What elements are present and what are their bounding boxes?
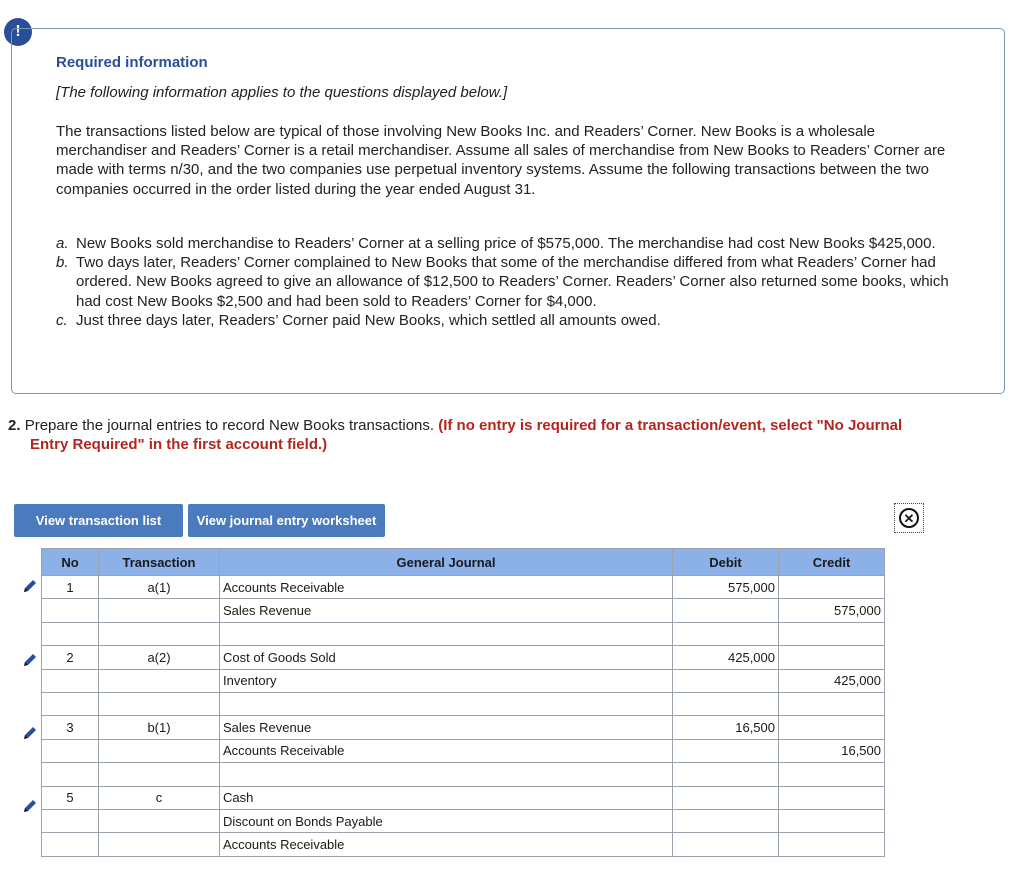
cell-no <box>42 809 99 832</box>
table-row <box>42 809 885 832</box>
cell-account <box>220 622 673 645</box>
cell-no <box>42 622 99 645</box>
required-info-box <box>11 28 1005 394</box>
cell-credit <box>779 786 885 809</box>
question-prompt <box>8 416 998 454</box>
cell-account: Accounts Receivable <box>220 739 673 762</box>
transaction-item-a <box>56 234 961 253</box>
cell-no <box>42 833 99 856</box>
table-row <box>42 786 885 809</box>
cell-debit <box>673 763 779 786</box>
cell-credit <box>779 646 885 669</box>
cell-no: 2 <box>42 646 99 669</box>
cell-transaction <box>99 599 220 622</box>
header-no: No <box>42 549 99 576</box>
cell-transaction <box>99 692 220 715</box>
cell-no <box>42 669 99 692</box>
table-header-row <box>42 549 885 576</box>
view-journal-worksheet-button[interactable]: View journal entry worksheet <box>188 504 385 537</box>
table-row <box>42 669 885 692</box>
cell-transaction: b(1) <box>99 716 220 739</box>
close-button[interactable] <box>894 503 924 533</box>
transaction-text: Two days later, Readers’ Corner complained to New Books that some of the merchandise differed from what Readers’ Corner had ordered. New Books agreed to give an allowance of $12,500 to Readers’ Corner. Readers’ Corner also returned some books, which had cost New Books $2,500 and had been sold to Readers’ Corner for $4,000. <box>76 254 949 310</box>
cell-transaction <box>99 669 220 692</box>
cell-no <box>42 763 99 786</box>
cell-account: Sales Revenue <box>220 599 673 622</box>
transaction-text: Just three days later, Readers’ Corner paid New Books, which settled all amounts owed. <box>76 311 661 329</box>
cell-transaction: a(1) <box>99 576 220 599</box>
cell-transaction <box>99 833 220 856</box>
question-hint-line2: Entry Required" in the first account field.) <box>30 436 328 454</box>
cell-debit <box>673 809 779 832</box>
info-title: Required information <box>56 54 208 71</box>
cell-transaction <box>99 622 220 645</box>
cell-credit <box>779 763 885 786</box>
cell-no: 5 <box>42 786 99 809</box>
transaction-letter: c. <box>56 311 68 329</box>
cell-no: 3 <box>42 716 99 739</box>
header-credit: Credit <box>779 549 885 576</box>
cell-no <box>42 739 99 762</box>
cell-debit <box>673 833 779 856</box>
cell-debit <box>673 692 779 715</box>
alert-icon: ! <box>4 18 32 46</box>
cell-no: 1 <box>42 576 99 599</box>
edit-entry-2-icon[interactable] <box>22 652 38 668</box>
transaction-letter: a. <box>56 235 69 252</box>
table-row <box>42 763 885 786</box>
cell-account: Sales Revenue <box>220 716 673 739</box>
cell-debit <box>673 599 779 622</box>
cell-transaction: a(2) <box>99 646 220 669</box>
cell-credit: 575,000 <box>779 599 885 622</box>
cell-account: Discount on Bonds Payable <box>220 809 673 832</box>
cell-account <box>220 692 673 715</box>
table-row <box>42 739 885 762</box>
cell-transaction <box>99 763 220 786</box>
transaction-text: New Books sold merchandise to Readers’ Corner at a selling price of $575,000. The merchandise had cost New Books $425,000. <box>76 235 936 252</box>
cell-credit <box>779 833 885 856</box>
transaction-item-b <box>56 253 961 311</box>
edit-entry-3-icon[interactable] <box>22 725 38 741</box>
cell-debit: 425,000 <box>673 646 779 669</box>
cell-credit: 425,000 <box>779 669 885 692</box>
question-number: 2. <box>8 417 21 434</box>
edit-entry-5-icon[interactable] <box>22 798 38 814</box>
cell-credit <box>779 692 885 715</box>
header-transaction: Transaction <box>99 549 220 576</box>
transaction-item-c <box>56 311 961 330</box>
table-row <box>42 716 885 739</box>
cell-debit <box>673 739 779 762</box>
cell-debit <box>673 669 779 692</box>
transaction-letter: b. <box>56 254 69 272</box>
table-row <box>42 692 885 715</box>
question-text: Prepare the journal entries to record New Books transactions. <box>24 417 435 434</box>
cell-account: Inventory <box>220 669 673 692</box>
table-row <box>42 576 885 599</box>
cell-account: Accounts Receivable <box>220 833 673 856</box>
cell-account: Cost of Goods Sold <box>220 646 673 669</box>
cell-transaction <box>99 739 220 762</box>
cell-no <box>42 692 99 715</box>
cell-credit <box>779 576 885 599</box>
header-debit: Debit <box>673 549 779 576</box>
cell-account <box>220 763 673 786</box>
cell-credit <box>779 716 885 739</box>
cell-debit: 16,500 <box>673 716 779 739</box>
view-transaction-list-button[interactable]: View transaction list <box>14 504 183 537</box>
info-paragraph: The transactions listed below are typical of those involving New Books Inc. and Readers’ Corner. New Books is a wholesale merchandiser and Readers’ Corner is a retail merchandiser. Assume all sales of merchandise from New Books to Readers’ Corner are made with terms n/30, and the two companies use perpetual inventory systems. Assume the following transactions between the two companies occurred in the order listed during the year ended August 31. <box>56 123 946 198</box>
close-icon: ✕ <box>899 508 919 528</box>
cell-no <box>42 599 99 622</box>
info-subtitle: [The following information applies to the questions displayed below.] <box>56 84 508 101</box>
cell-debit: 575,000 <box>673 576 779 599</box>
edit-entry-1-icon[interactable] <box>22 578 38 594</box>
journal-table <box>41 548 885 857</box>
cell-account: Accounts Receivable <box>220 576 673 599</box>
cell-credit: 16,500 <box>779 739 885 762</box>
transaction-list <box>56 234 961 330</box>
cell-account: Cash <box>220 786 673 809</box>
table-row <box>42 646 885 669</box>
table-row <box>42 622 885 645</box>
cell-debit <box>673 622 779 645</box>
table-row <box>42 599 885 622</box>
cell-transaction <box>99 809 220 832</box>
cell-credit <box>779 622 885 645</box>
question-hint-line1: (If no entry is required for a transaction/event, select "No Journal <box>438 417 903 434</box>
table-row <box>42 833 885 856</box>
cell-credit <box>779 809 885 832</box>
cell-transaction: c <box>99 786 220 809</box>
header-general-journal: General Journal <box>220 549 673 576</box>
cell-debit <box>673 786 779 809</box>
